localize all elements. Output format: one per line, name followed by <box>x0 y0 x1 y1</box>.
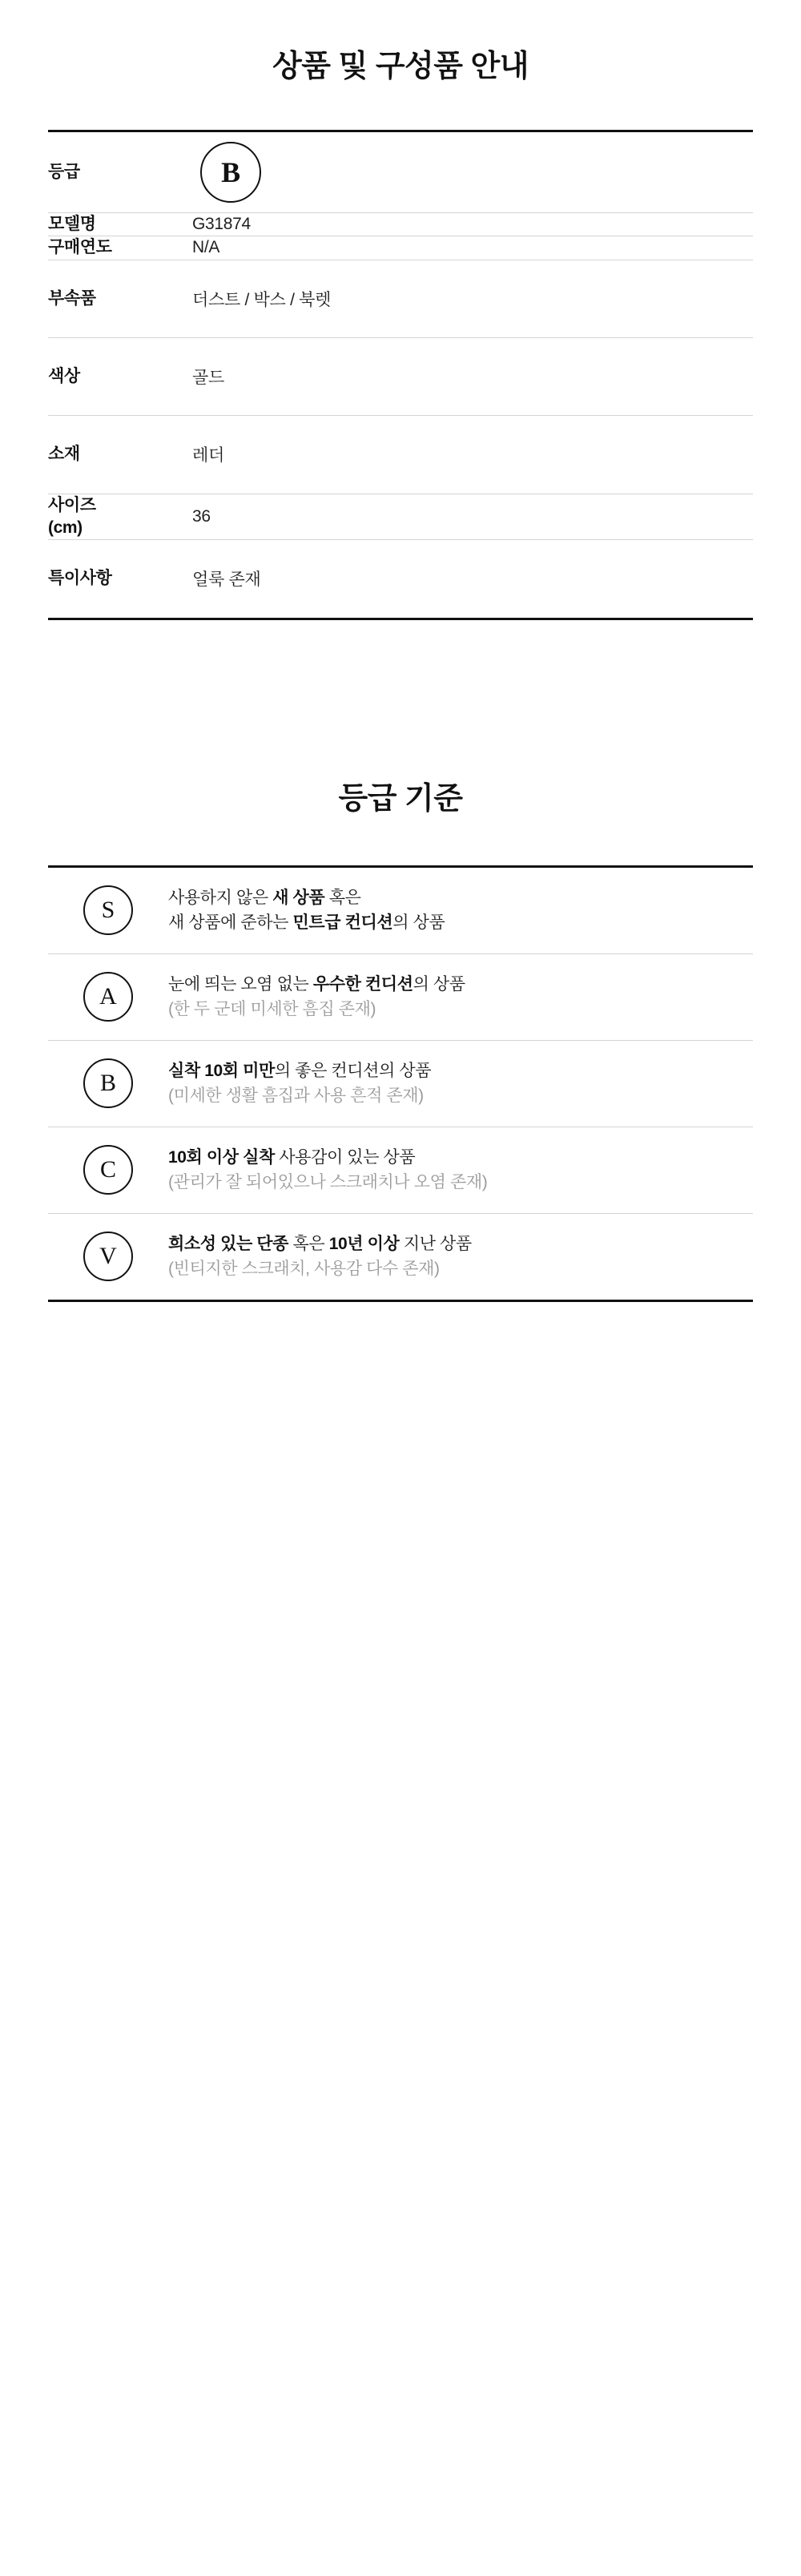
badge-cell <box>48 885 168 935</box>
criteria-description <box>168 1058 753 1109</box>
criteria-text-strong: 희소성 있는 단종 <box>168 1234 289 1253</box>
table-row <box>48 494 753 540</box>
spec-label-size-line2: (cm) <box>48 518 83 537</box>
spec-value-material: 레더 <box>192 416 753 494</box>
grade-badge-icon: B <box>200 142 261 203</box>
criteria-text-post: 혹은 <box>288 1234 329 1253</box>
spec-value-model: G31874 <box>192 212 753 236</box>
criteria-line-2: (빈티지한 스크래치, 사용감 다수 존재) <box>168 1260 440 1279</box>
product-info-page <box>0 20 801 1365</box>
spec-label-grade: 등급 <box>48 131 192 212</box>
criteria-line-1 <box>168 885 745 911</box>
criteria-text-post: 의 좋은 컨디션의 상품 <box>274 1061 432 1080</box>
table-row <box>48 540 753 619</box>
table-row <box>48 337 753 415</box>
criteria-text-strong: 우수한 컨디션 <box>312 974 413 994</box>
criteria-text-post: 사용감이 있는 상품 <box>274 1147 416 1167</box>
table-row <box>48 212 753 236</box>
bottom-spacer <box>0 1302 801 1366</box>
criteria-title: 등급 기준 <box>338 782 463 816</box>
criteria-text-strong: 새 상품 <box>272 888 325 907</box>
section-spacer <box>0 620 801 748</box>
criteria-description <box>168 885 753 936</box>
criteria-line-1 <box>168 1058 745 1084</box>
criteria-table <box>48 865 753 1302</box>
table-row <box>48 236 753 260</box>
criteria-line-1 <box>168 1145 745 1171</box>
criteria-text-pre: 눈에 띄는 오염 없는 <box>168 974 313 994</box>
spec-value-size: 36 <box>192 494 753 540</box>
criteria-text-post-2: 지난 상품 <box>399 1234 472 1253</box>
badge-cell <box>48 972 168 1022</box>
criteria-text-strong-2: 10년 이상 <box>328 1234 400 1253</box>
page-title: 상품 및 구성품 안내 <box>272 50 529 84</box>
criteria-row-c <box>48 1127 753 1214</box>
table-row <box>48 260 753 337</box>
criteria-line-2: (한 두 군데 미세한 흠집 존재) <box>168 1000 376 1019</box>
grade-s-badge-icon: S <box>83 885 133 935</box>
spec-label-color: 색상 <box>48 337 192 415</box>
spec-value-accessories: 더스트 / 박스 / 북렛 <box>192 260 753 337</box>
criteria-text-strong: 10회 이상 실착 <box>168 1147 275 1167</box>
criteria-line-2 <box>168 910 745 936</box>
grade-a-badge-icon: A <box>83 972 133 1022</box>
product-spec-section <box>0 20 801 619</box>
criteria-text-pre: 새 상품에 준하는 <box>168 913 293 933</box>
criteria-text-post: 의 상품 <box>413 974 465 994</box>
spec-label-notes: 특이사항 <box>48 540 192 619</box>
badge-cell <box>48 1232 168 1281</box>
criteria-line-2: (미세한 생활 흠집과 사용 흔적 존재) <box>168 1086 424 1106</box>
spec-label-model: 모델명 <box>48 212 192 236</box>
criteria-description <box>168 972 753 1022</box>
spec-table <box>48 130 753 620</box>
table-row <box>48 131 753 212</box>
spec-label-size <box>48 494 192 540</box>
spec-value-color: 골드 <box>192 337 753 415</box>
criteria-row-s <box>48 868 753 954</box>
criteria-row-b <box>48 1041 753 1127</box>
criteria-text-post: 의 상품 <box>392 913 445 933</box>
badge-cell <box>48 1145 168 1195</box>
spec-label-purchase-year: 구매연도 <box>48 236 192 260</box>
criteria-line-1 <box>168 972 745 998</box>
criteria-line-2: (관리가 잘 되어있으나 스크래치나 오염 존재) <box>168 1173 488 1192</box>
criteria-description <box>168 1145 753 1195</box>
table-row <box>48 416 753 494</box>
criteria-line-1 <box>168 1232 745 1257</box>
badge-cell <box>48 1058 168 1108</box>
grade-b-badge-icon: B <box>83 1058 133 1108</box>
spec-value-notes: 얼룩 존재 <box>192 540 753 619</box>
criteria-text-strong: 민트급 컨디션 <box>292 913 393 933</box>
spec-label-accessories: 부속품 <box>48 260 192 337</box>
grade-v-badge-icon: V <box>83 1232 133 1281</box>
grade-c-badge-icon: C <box>83 1145 133 1195</box>
criteria-description <box>168 1232 753 1282</box>
criteria-row-a <box>48 954 753 1041</box>
spec-label-size-line1: 사이즈 <box>48 495 96 514</box>
criteria-text-pre: 사용하지 않은 <box>168 888 273 907</box>
grade-criteria-section <box>0 773 801 1302</box>
spec-label-material: 소재 <box>48 416 192 494</box>
criteria-row-v <box>48 1214 753 1302</box>
criteria-text-post: 혹은 <box>324 888 361 907</box>
spec-value-purchase-year: N/A <box>192 236 753 260</box>
spec-value-grade <box>192 131 753 212</box>
criteria-text-strong: 실착 10회 미만 <box>168 1061 275 1080</box>
